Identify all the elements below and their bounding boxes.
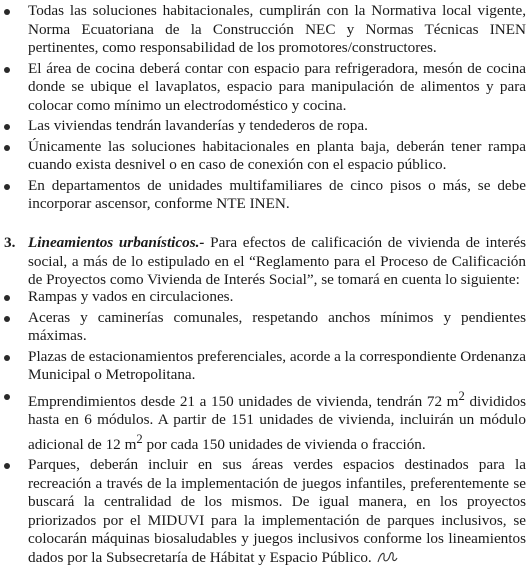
list-item-text: Todas las soluciones habitacionales, cumplirán con la Normativa local vigente, Norma Ecuatoriana de la Construcción NEC y Normas Técnicas INEN pertinentes, como responsabilidad de los promotores/constructores.: [28, 2, 526, 56]
bullet-icon: [4, 67, 10, 73]
section-intro: Para efectos de calificación de vivienda de interés social, a más de lo estipulado en el “Reglamento para el Proceso de Calificación de Proyectos como Vivienda de Interés Social”, se tomará en cuenta lo siguiente:: [28, 234, 527, 288]
list-item: [0, 288, 532, 307]
section-urban-guidelines: [0, 234, 532, 290]
list-item: [0, 177, 532, 214]
list-item-text: Rampas y vados en circulaciones.: [28, 288, 234, 305]
bullet-icon: [4, 9, 10, 15]
requirements-list: [0, 2, 532, 216]
section-number: 3.: [4, 234, 16, 251]
list-item-text: En departamentos de unidades multifamiliares de cinco pisos o más, se debe incorporar ascensor, conforme NTE INEN.: [28, 176, 526, 212]
list-item-text: Plazas de estacionamientos preferenciales, acorde a la correspondiente Ordenanza Municipal o Metropolitana.: [28, 347, 526, 383]
bullet-icon: [4, 463, 10, 469]
bullet-icon: [4, 355, 10, 361]
text-part: por cada 150 unidades de vivienda o fracción.: [142, 435, 426, 453]
section-title: Lineamientos urbanísticos.-: [28, 234, 205, 251]
list-item: [0, 2, 532, 58]
list-item-text: Aceras y caminerías comunales, respetando anchos mínimos y pendientes máximas.: [28, 308, 526, 344]
list-item-text: Únicamente las soluciones habitacionales en planta baja, deberán tener rampa cuando exista desnivel o en caso de conexión con el espacio público.: [28, 137, 526, 173]
list-item: [0, 348, 532, 385]
bullet-icon: [4, 295, 10, 301]
handwritten-signature-icon: [376, 549, 398, 565]
bullet-icon: [4, 145, 10, 151]
list-item-text: [28, 388, 526, 453]
list-item-text: Parques, deberán incluir en sus áreas verdes espacios destinados para la recreación a través de la implementación de juegos infantiles, preferentemente se buscará la centralidad de los mismos. De igual manera, en los proyectos priorizados por el MIDUVI para la implementación de parques inclusivos, se colocarán máquinas biosaludables y juegos inclusivos conforme los lineamientos dados por la Subsecretaría de Hábitat y Espacio Público.: [28, 456, 526, 566]
text-part: divididos hasta en 6 módulos. A partir de 151 unidades de vivienda, incluirán un módulo adicional de 12 m: [28, 392, 526, 453]
bullet-icon: [4, 394, 10, 400]
superscript: 2: [458, 388, 465, 403]
superscript: 2: [136, 431, 143, 446]
list-item: [0, 309, 532, 346]
list-item: [0, 138, 532, 175]
list-item-text: El área de cocina deberá contar con espacio para refrigeradora, mesón de cocina donde se ubique el lavaplatos, espacio para manipulación de alimentos y para colocar como mínimo un electrodoméstico y cocina.: [28, 59, 526, 114]
bullet-icon: [4, 124, 10, 130]
urban-guidelines-list: [0, 288, 532, 569]
list-item: [0, 387, 532, 455]
list-item: [0, 456, 532, 567]
bullet-icon: [4, 184, 10, 190]
bullet-icon: [4, 316, 10, 322]
list-item: [0, 60, 532, 116]
list-item: [0, 117, 532, 136]
text-part: Emprendimientos desde 21 a 150 unidades de vivienda, tendrán 72 m: [28, 392, 459, 410]
list-item-text: Las viviendas tendrán lavanderías y tendederos de ropa.: [28, 117, 368, 134]
section-heading-paragraph: [0, 234, 532, 290]
